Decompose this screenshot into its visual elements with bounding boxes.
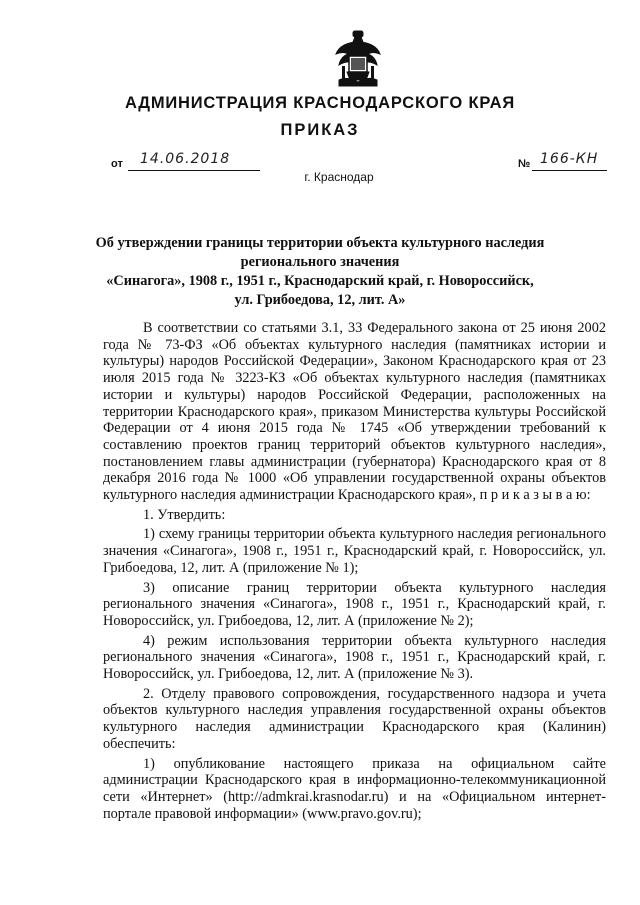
body-paragraph: В соответствии со статьями 3.1, 33 Федерального закона от 25 июня 2002 года № 73-ФЗ «Об объектах культурного наследия (памятниках истории и культуры) народов Российской Федерации», Законом Краснодарского края от 23 июля 2015 года № 3223-КЗ «Об объектах культурного наследия (памятниках истории и культуры) народов Российской Федерации, расположенных на территории Краснодарского края», приказом Министерства культуры Российской Федерации от 4 июня 2015 года № 1745 «Об утверждении требований к составлению проектов границ территорий объектов культурного наследия», постановлением главы администрации (губернатора) Краснодарского края от 8 декабря 2016 года № 1000 «Об управлении государственной охраны объектов культурного наследия администрации Краснодарского края», п р и к а з ы в а ю: [103,320,606,504]
body-paragraph: 1) опубликование настоящего приказа на официальном сайте администрации Краснодарского края в информационно-телекоммуникационной сети «Интернет» (http://admkrai.krasnodar.ru) и на «Официальном интернет-портале правовой информации» (www.pravo.gov.ru); [103,755,606,822]
order-number: 166-КН [540,151,599,167]
number-prefix: № [518,158,531,170]
coat-of-arms-emblem [333,30,383,88]
title-line: «Синагога», 1908 г., 1951 г., Краснодарский край, г. Новороссийск, [106,273,534,289]
document-type: ПРИКАЗ [280,121,360,139]
document-title [80,234,560,310]
body-paragraph: 1. Утвердить: [143,506,226,523]
organization-name: АДМИНИСТРАЦИЯ КРАСНОДАРСКОГО КРАЯ [124,94,516,112]
body-paragraph: 2. Отделу правового сопровождения, государственного надзора и учета объектов культурного наследия управления государственной охраны объектов культурного наследия администрации Краснодарского края (Калинин) обеспечить: [103,685,606,752]
city-name: г. Краснодар [304,170,374,184]
title-line: ул. Грибоедова, 12, лит. А» [234,292,406,308]
body-paragraph: 1) схему границы территории объекта культурного наследия регионального значения «Синагога», 1908 г., 1951 г., Краснодарский край, г. Новороссийск, ул. Грибоедова, 12, лит. А (приложение № 1); [103,526,606,576]
body-paragraph: 3) описание границ территории объекта культурного наследия регионального значения «Синагога», 1908 г., 1951 г., Краснодарский край, г. Новороссийск, ул. Грибоедова, 12, лит. А (приложение № 2); [103,579,606,629]
order-date: 14.06.2018 [140,151,231,167]
title-line: Об утверждении границы территории объекта культурного наследия [95,235,545,251]
document-body [103,320,606,825]
title-line: регионального значения [240,254,400,270]
body-paragraph: 4) режим использования территории объекта культурного наследия регионального значения «Синагога», 1908 г., 1951 г., Краснодарский край, г. Новороссийск, ул. Грибоедова, 12, лит. А (приложение № 3). [103,632,606,683]
date-prefix: от [111,158,123,170]
